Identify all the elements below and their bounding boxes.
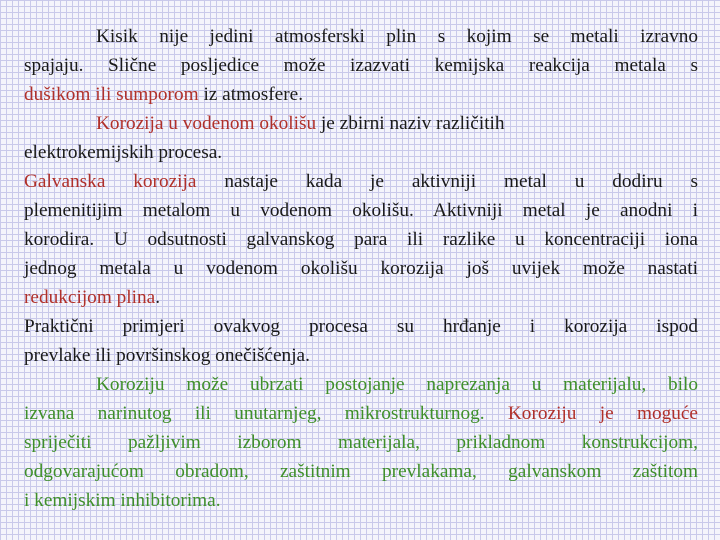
text-run: korodira. U odsutnosti galvanskog para ili razlike u koncentraciji iona	[24, 229, 698, 250]
text-line	[24, 167, 698, 196]
highlight-run: odgovarajućom obradom, zaštitnim prevlakama, galvanskom zaštitom	[24, 461, 698, 482]
text-line	[24, 457, 698, 486]
text-line	[24, 138, 698, 167]
text-line	[24, 254, 698, 283]
paragraph-aqueous-corrosion	[24, 109, 698, 167]
text-run: .	[155, 287, 161, 308]
text-line	[24, 225, 698, 254]
text-run: prevlake ili površinskog onečišćenja.	[24, 345, 310, 366]
paragraph-stress-corrosion	[24, 370, 698, 515]
text-run: nastaje kada je aktivniji metal u dodiru s	[196, 171, 699, 192]
text-line	[24, 51, 698, 80]
highlight-run: i kemijskim inhibitorima.	[24, 490, 221, 511]
paragraph-oxygen	[24, 22, 698, 109]
highlight-run: redukcijom plina	[24, 287, 156, 308]
paragraph-galvanic-corrosion	[24, 167, 698, 312]
text-line	[24, 109, 698, 138]
highlight-run: Korozija u vodenom okolišu	[96, 113, 317, 134]
text-run: je zbirni naziv različitih	[316, 113, 505, 134]
highlight-run: izvana narinutog ili unutarnjeg, mikrostrukturnog.	[24, 403, 485, 424]
paragraph-practical-examples	[24, 312, 698, 370]
text-run: Praktični primjeri ovakvog procesa su hrđanje i korozija ispod	[24, 316, 698, 337]
text-line	[24, 370, 698, 399]
highlight-run: Koroziju može ubrzati postojanje naprezanja u materijalu, bilo	[96, 374, 698, 395]
text-line	[24, 341, 698, 370]
text-run: spajaju. Slične posljedice može izazvati kemijska reakcija metala s	[24, 55, 698, 76]
text-run: jednog metala u vodenom okolišu korozija još uvijek može nastati	[24, 258, 698, 279]
text-line	[24, 22, 698, 51]
highlight-run: dušikom ili sumporom	[24, 84, 199, 105]
text-line	[24, 399, 698, 428]
highlight-run: Koroziju je moguće	[484, 403, 698, 424]
slide-text	[24, 22, 698, 515]
text-line	[24, 80, 698, 109]
highlight-run: spriječiti pažljivim izborom materijala, prikladnom konstrukcijom,	[24, 432, 698, 453]
text-line	[24, 428, 698, 457]
text-run: Kisik nije jedini atmosferski plin s kojim se metali izravno	[96, 26, 698, 47]
text-run: iz atmosfere.	[198, 84, 304, 105]
text-line	[24, 486, 698, 515]
text-run: elektrokemijskih procesa.	[24, 142, 223, 163]
highlight-run: Galvanska korozija	[24, 171, 197, 192]
text-line	[24, 312, 698, 341]
text-run: plemenitijim metalom u vodenom okolišu. Aktivniji metal je anodni i	[24, 200, 698, 221]
text-line	[24, 283, 698, 312]
text-line	[24, 196, 698, 225]
